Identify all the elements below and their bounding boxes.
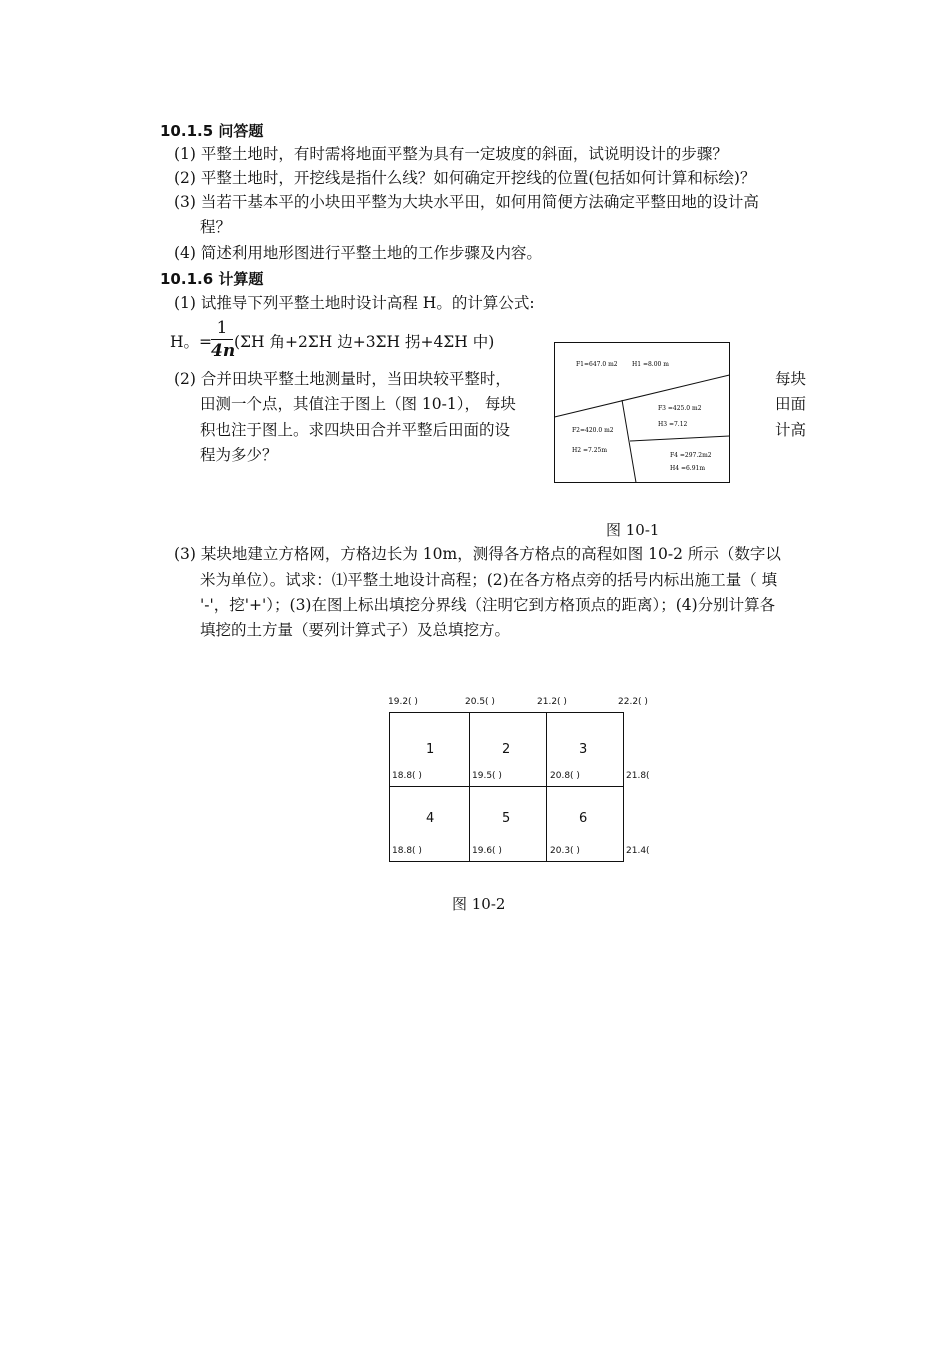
grid-point-label: 20.5( ) bbox=[465, 697, 495, 707]
field-2-area: F2=420.0 m2 bbox=[572, 427, 614, 434]
figure-10-1 bbox=[554, 342, 730, 483]
fraction-bar bbox=[211, 339, 233, 340]
field-4-area: F4 =297.2m2 bbox=[670, 452, 712, 459]
field-1-height: H1 =8.00 m bbox=[632, 361, 669, 368]
question-2: (2) 平整土地时，开挖线是指什么线？如何确定开挖线的位置(包括如何计算和标绘)？ bbox=[174, 169, 756, 187]
grid-vline-1 bbox=[469, 712, 470, 862]
grid-point-label: 21.4( bbox=[626, 846, 650, 856]
grid-border bbox=[389, 712, 624, 862]
section-heading-1015: 10.1.5 问答题 bbox=[160, 122, 264, 140]
divider-line-1 bbox=[555, 375, 730, 417]
calc-question-1: (1) 试推导下列平整土地时设计高程 H。的计算公式: bbox=[174, 294, 535, 312]
calc-question-3-line3: '-'，挖'+'）；(3)在图上标出填挖分界线（注明它到方格顶点的距离）；(4)分别计算各 bbox=[200, 596, 776, 614]
figure-10-2 bbox=[389, 712, 624, 862]
grid-cell-number: 2 bbox=[502, 742, 511, 757]
formula-lhs: H。= bbox=[170, 333, 213, 351]
grid-point-label: 19.2( ) bbox=[388, 697, 418, 707]
grid-cell-number: 4 bbox=[426, 811, 435, 826]
calc-question-2-right3: 计高 bbox=[775, 421, 807, 439]
field-3-area: F3 =425.0 m2 bbox=[658, 405, 702, 412]
formula-fraction bbox=[211, 318, 236, 361]
grid-point-label: 22.2( ) bbox=[618, 697, 648, 707]
question-4: (4) 简述利用地形图进行平整土地的工作步骤及内容。 bbox=[174, 244, 542, 262]
field-4-height: H4 =6.91m bbox=[670, 465, 706, 472]
calc-question-3-line2: 米为单位）。试求：⑴平整土地设计高程；(2)在各方格点旁的括号内标出施工量（ 填 bbox=[200, 571, 778, 589]
field-2-height: H2 =7.25m bbox=[572, 447, 608, 454]
calc-question-3-line1: (3) 某块地建立方格网，方格边长为 10m，测得各方格点的高程如图 10-2 所示（数字以 bbox=[174, 545, 781, 563]
grid-hline bbox=[389, 786, 624, 787]
formula-denominator: 4n bbox=[211, 341, 236, 361]
grid-point-label: 18.8( ) bbox=[392, 846, 422, 856]
field-1-area: F1=647.0 m2 bbox=[576, 361, 618, 368]
calc-question-2-line1: (2) 合并田块平整土地测量时，当田块较平整时， bbox=[174, 370, 511, 388]
calc-question-2-line3: 积也注于图上。求四块田合并平整后田面的设 bbox=[200, 421, 511, 439]
grid-cell-number: 1 bbox=[426, 742, 435, 757]
calc-question-2-right1: 每块 bbox=[775, 370, 807, 388]
grid-cell-number: 6 bbox=[579, 811, 588, 826]
formula-numerator: 1 bbox=[216, 318, 228, 338]
grid-point-label: 19.6( ) bbox=[472, 846, 502, 856]
calc-question-2-line4: 程为多少？ bbox=[200, 446, 278, 464]
grid-point-label: 21.2( ) bbox=[537, 697, 567, 707]
grid-point-label: 19.5( ) bbox=[472, 771, 502, 781]
divider-line-3 bbox=[630, 436, 730, 441]
grid-point-label: 21.8( bbox=[626, 771, 650, 781]
calc-question-3-line4: 填挖的土方量（要列计算式子）及总填挖方。 bbox=[200, 621, 511, 639]
section-heading-1016: 10.1.6 计算题 bbox=[160, 270, 264, 288]
question-1: (1) 平整土地时，有时需将地面平整为具有一定坡度的斜面，试说明设计的步骤？ bbox=[174, 145, 728, 163]
formula-body: (ΣH 角+2ΣH 边+3ΣH 拐+4ΣH 中) bbox=[234, 333, 495, 351]
grid-cell-number: 5 bbox=[502, 811, 511, 826]
figure-10-1-caption: 图 10-1 bbox=[606, 521, 660, 539]
grid-vline-2 bbox=[546, 712, 547, 862]
grid-point-label: 20.3( ) bbox=[550, 846, 580, 856]
calc-question-2-right2: 田面 bbox=[775, 395, 807, 413]
calc-question-2-line2: 田测一个点，其值注于图上（图 10-1）， 每块 bbox=[200, 395, 516, 413]
grid-point-label: 20.8( ) bbox=[550, 771, 580, 781]
grid-cell-number: 3 bbox=[579, 742, 588, 757]
question-3-line1: (3) 当若干基本平的小块田平整为大块水平田，如何用简便方法确定平整田地的设计高 bbox=[174, 193, 759, 211]
figure-10-2-caption: 图 10-2 bbox=[452, 895, 506, 913]
question-3-line2: 程？ bbox=[200, 218, 232, 236]
field-3-height: H3 =7.12 bbox=[658, 421, 688, 428]
grid-point-label: 18.8( ) bbox=[392, 771, 422, 781]
